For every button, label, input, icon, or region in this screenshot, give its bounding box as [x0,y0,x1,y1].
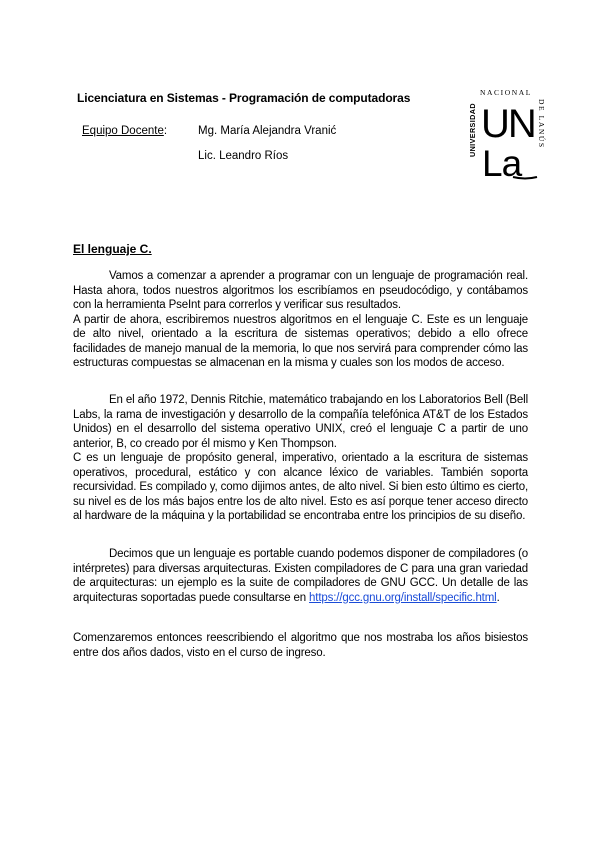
gcc-architectures-link[interactable]: https://gcc.gnu.org/install/specific.html [309,591,497,604]
teaching-team-colon: : [163,125,168,137]
teaching-team-label [82,125,167,137]
university-logo [467,87,547,185]
logo-word-de-lanus: DE LANÚS [537,99,546,149]
paragraph-2: A partir de ahora, escribiremos nuestros algoritmos en el lenguaje C. Este es un lenguaje de alto nivel, orientado a la escritura de sistemas operativos; debido a ello ofrece facilidades de manejo manual de la memoria, lo que nos servirá para comprender cómo las estructuras compuestas se almacenan en la misma y cuales son los modos de acceso. [73,313,528,369]
teaching-team-label-text: Equipo Docente [82,125,164,137]
paragraph-1: Vamos a comenzar a aprender a programar con un lenguaje de programación real. Hasta ahora, todos nuestros algoritmos los escribíamos en pseudocódigo, y contábamos con la herramienta PseInt para correrlos y verificar sus resultados. [73,270,528,311]
teacher-name-1: Mg. María Alejandra Vranić [198,125,337,137]
logo-swoosh [513,177,537,179]
paragraph-5-end: . [496,591,500,604]
logo-word-universidad: UNIVERSIDAD [468,103,477,157]
paragraph-5-text: Decimos que un lenguaje es portable cuando podemos disponer de compiladores (o intérpretes) para diversas arquitecturas. Existen compiladores de C para una gran variedad de arquitecturas: un ejemplo es la suite de compiladores de GNU GCC. Un detalle de las arquitecturas soportadas puede consultarse en [73,548,528,604]
logo-mark-un: UN [481,102,535,146]
logo-word-nacional: NACIONAL [480,88,532,97]
teacher-name-2: Lic. Leandro Ríos [198,150,289,162]
course-title: Licenciatura en Sistemas - Programación de computadoras [77,91,411,105]
logo-mark-la: La [482,143,522,184]
paragraph-5 [73,547,528,605]
text-block-next [73,631,528,660]
unla-logo-mark [467,87,547,185]
text-block-intro [73,269,528,371]
text-block-portability [73,547,528,605]
paragraph-6: Comenzaremos entonces reescribiendo el algoritmo que nos mostraba los años bisiestos entre dos años dados, visto en el curso de ingreso. [73,632,528,659]
text-block-history [73,393,528,524]
section-title: El lenguaje C. [73,242,152,256]
paragraph-4: C es un lenguaje de propósito general, imperativo, orientado a la escritura de sistemas operativos, procedural, estático y con alcance léxico de variables. También soporta recursividad. Es compilado y, como dijimos antes, de alto nivel. Si bien esto último es cierto, su nivel es de los más bajos entre los de alto nivel. Esto es así porque tener acceso directo al hardware de la máquina y la portabilidad se encontraba entre los principios de su diseño. [73,452,528,522]
paragraph-3: En el año 1972, Dennis Ritchie, matemático trabajando en los Laboratorios Bell (Bell Labs, la rama de investigación y desarrollo de la compañía telefónica AT&T de los Estados Unidos) en el desarrollo del sistema operativo UNIX, creó el lenguaje C a partir de uno anterior, B, co creado por él mismo y Ken Thompson. [73,394,528,450]
